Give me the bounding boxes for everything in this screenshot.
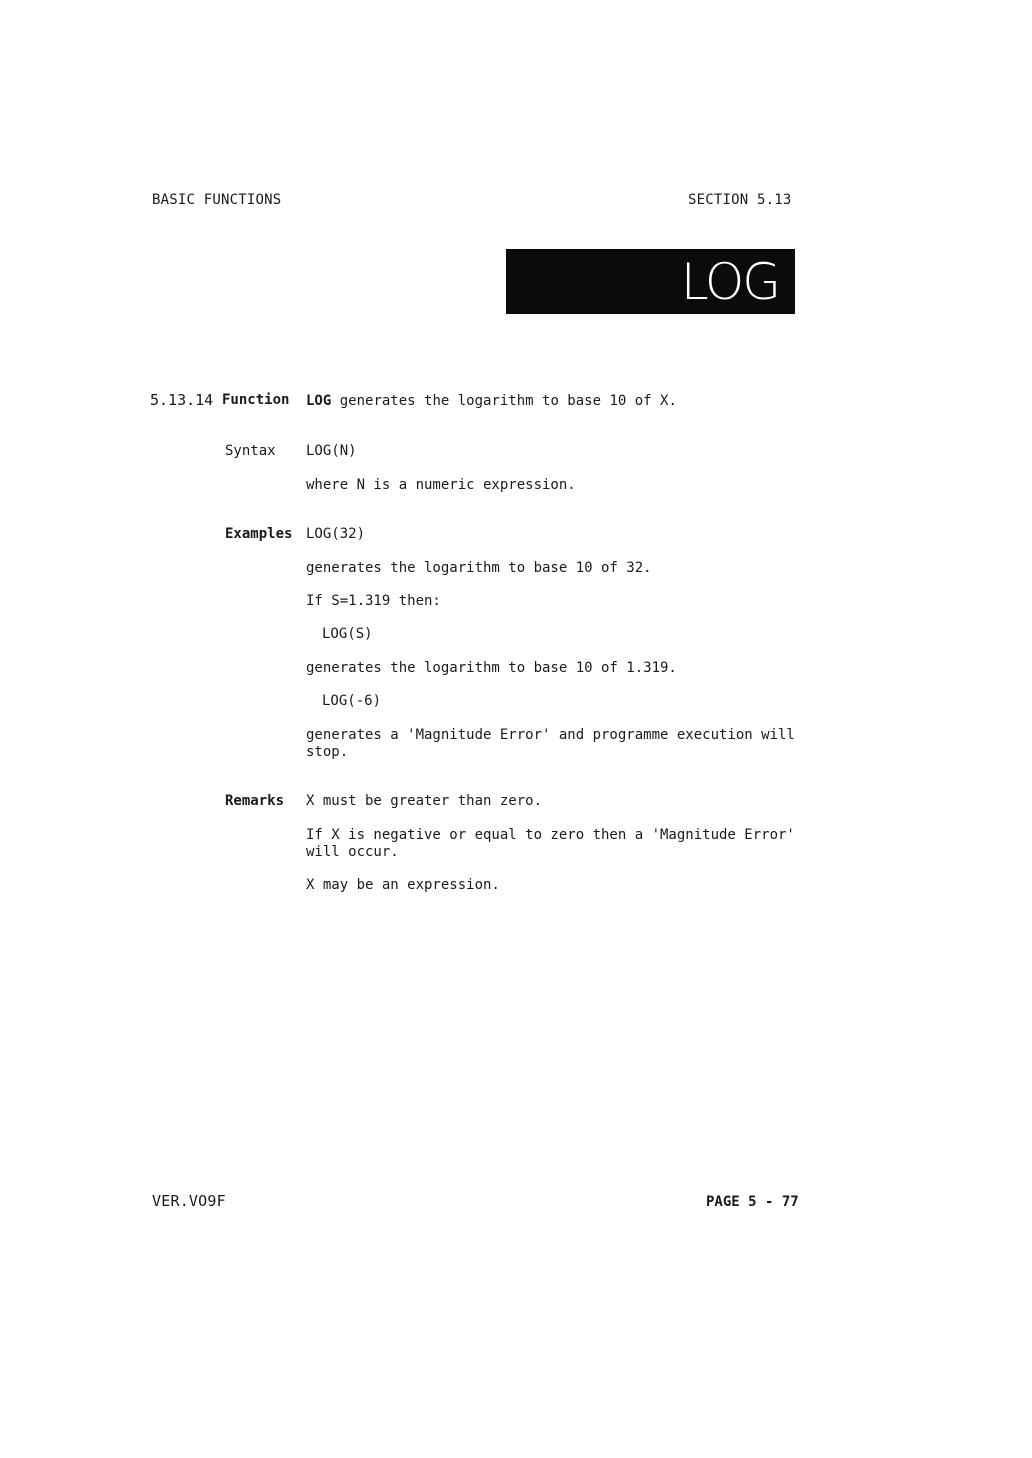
function-keyword: LOG (306, 393, 332, 409)
examples-label: Examples (225, 526, 293, 542)
example-3-code: LOG(-6) (322, 693, 382, 709)
example-2-intro: If S=1.319 then: (306, 593, 441, 609)
title-banner (506, 249, 795, 314)
syntax-label: Syntax (225, 443, 276, 459)
example-1-description: generates the logarithm to base 10 of 32. (306, 560, 652, 576)
remark-3: X may be an expression. (306, 877, 500, 893)
example-1-code: LOG(32) (306, 526, 366, 542)
syntax-code: LOG(N) (306, 443, 357, 459)
header-right: SECTION 5.13 (688, 192, 792, 208)
footer-page-number: PAGE 5 - 77 (706, 1194, 799, 1210)
function-text: generates the logarithm to base 10 of X. (339, 393, 677, 409)
remark-2: If X is negative or equal to zero then a 'Magnitude Error' will occur. (306, 827, 795, 860)
function-label: Function (222, 392, 290, 408)
syntax-description: where N is a numeric expression. (306, 477, 576, 493)
function-description (306, 393, 677, 410)
section-number: 5.13.14 (150, 391, 214, 409)
example-3-description: generates a 'Magnitude Error' and programme execution will stop. (306, 727, 795, 760)
remarks-label: Remarks (225, 793, 285, 809)
footer-version: VER.VO9F (152, 1192, 226, 1210)
remark-1: X must be greater than zero. (306, 793, 543, 809)
header-left: BASIC FUNCTIONS (152, 192, 282, 208)
example-2-code: LOG(S) (322, 626, 373, 642)
example-2-description: generates the logarithm to base 10 of 1.319. (306, 660, 677, 676)
banner-title: LOG (680, 253, 779, 311)
